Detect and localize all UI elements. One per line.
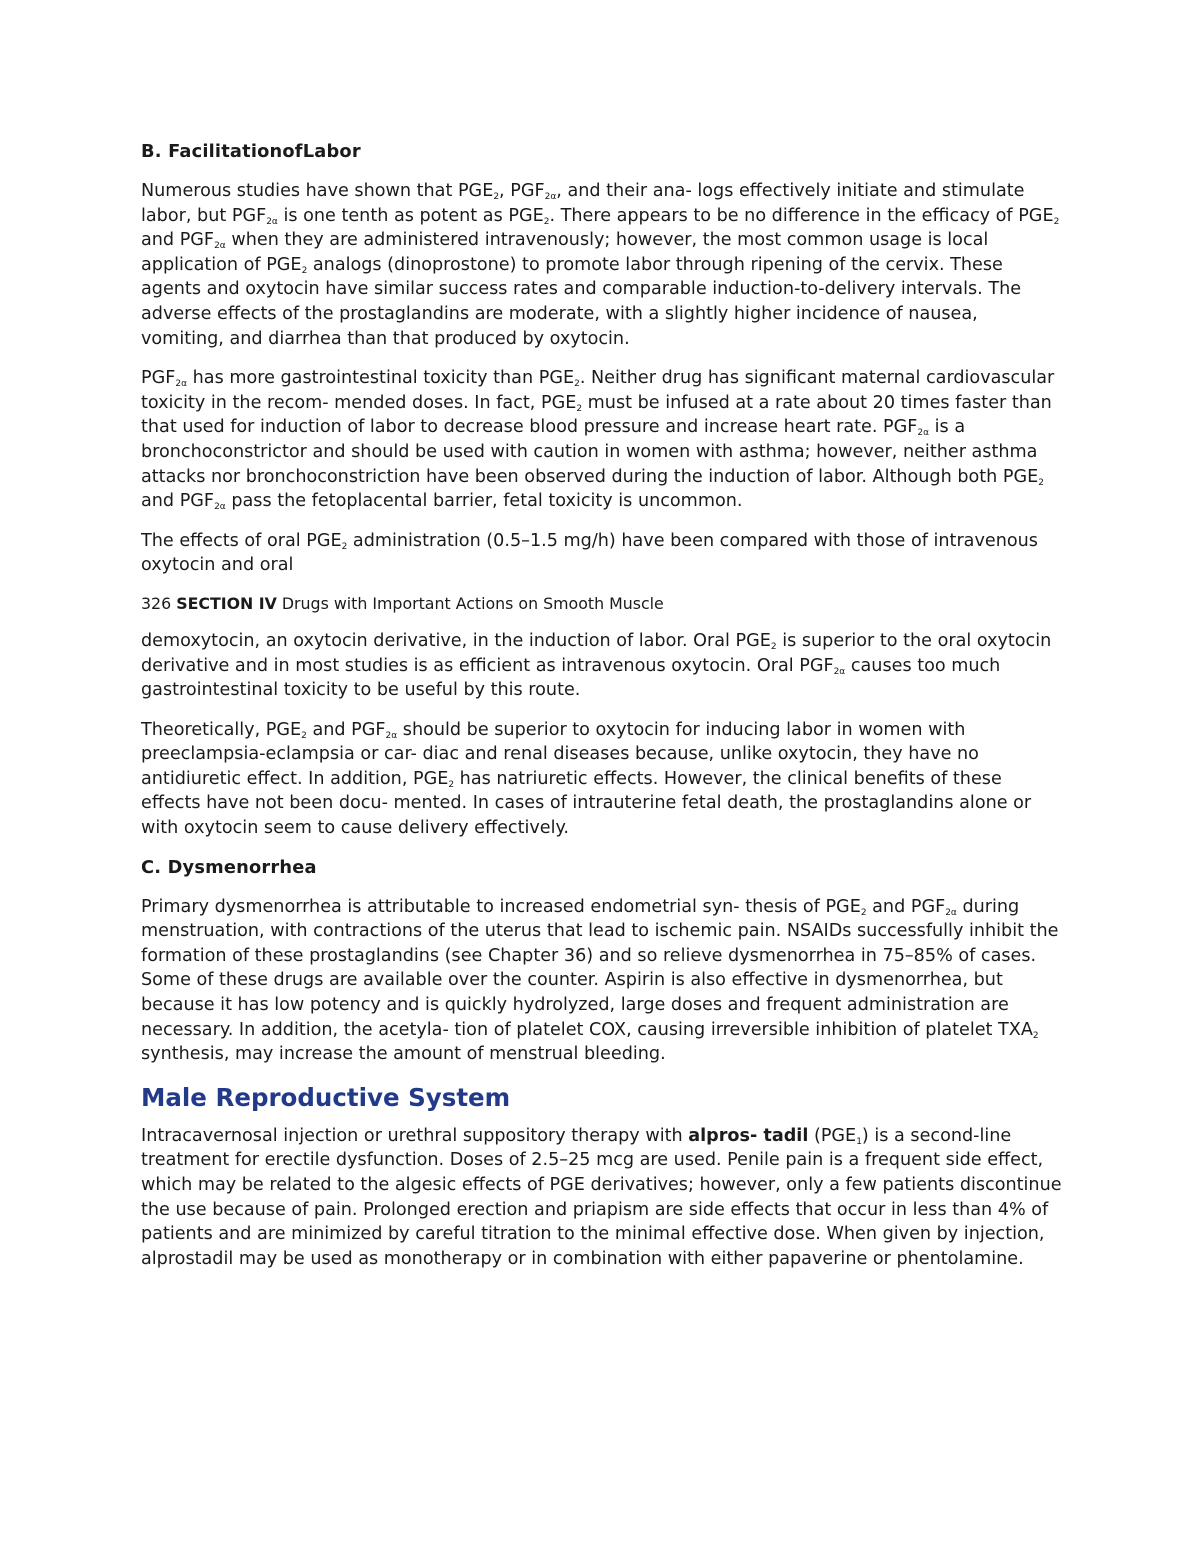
text-run: should be superior to oxytocin for inducing labor in women with preeclampsia-eclampsia or car- diac and renal diseases because, unlike oxytocin, they have no antidiuretic effect. In addition, PGE <box>141 719 979 789</box>
text-run: has more gastrointestinal toxicity than PGE <box>187 368 575 389</box>
text-run: and PGF <box>306 719 386 740</box>
paragraph-male-reproductive <box>141 1124 1066 1272</box>
text-run: is superior to the oral oxytocin derivative and in most studies is as efficient as intravenous oxytocin. Oral PGF <box>141 630 1052 676</box>
text-run: Numerous studies have shown that PGE <box>141 181 494 201</box>
text-run: is one tenth as potent as PGE <box>277 205 544 226</box>
subscript: 2 <box>1038 477 1045 488</box>
paragraph-labor-4 <box>141 629 1066 703</box>
text-run: causes too much gastrointestinal toxicity to be useful by this route. <box>141 655 1001 701</box>
text-run: analogs (dinoprostone) to promote labor through ripening of the cervix. These agents and oxytocin have similar success rates and comparable induction-to-delivery intervals. The adverse effects of the prostaglandins are moderate, with a slightly higher incidence of nausea, vomiting, and diarrhea than that produced by oxytocin. <box>141 254 1022 349</box>
text-run: Primary dysmenorrhea is attributable to increased endometrial syn- thesis of PGE <box>141 896 861 917</box>
text-run: during menstruation, with contractions of the uterus that lead to ischemic pain. NSAIDs successfully inhibit the formation of these prostaglandins (see Chapter 36) and so relieve dysmenorrhea in 75–85% of cases. Some of these drugs are available over the counter. Aspirin is also effective in dysmenorrhea, but because it has low potency and is quickly hydrolyzed, large doses and frequent administration are necessary. In addition, the acetyla- tion of platelet COX, causing irreversible inhibition of platelet TXA <box>141 896 1059 1040</box>
subscript: 2 <box>574 379 580 390</box>
heading-dysmenorrhea: C. Dysmenorrhea <box>141 856 317 878</box>
text-run: must be infused at a rate about 20 times faster than that used for induction of labor to decrease blood pressure and increase heart rate. PGF <box>141 392 1052 438</box>
subscript: 2α <box>385 730 398 741</box>
text-run: and PGF <box>141 230 215 251</box>
subscript: 2α <box>833 666 846 677</box>
subscript: 2α <box>214 241 226 252</box>
text-run: when they are administered intravenously; however, the most common usage is local application of PGE <box>141 230 989 275</box>
subscript: 2 <box>341 541 348 552</box>
text-run: pass the fetoplacental barrier, fetal toxicity is uncommon. <box>225 491 743 512</box>
page-number: 326 <box>141 593 172 613</box>
subscript: 2α <box>266 216 278 227</box>
subscript: 1 <box>856 1136 862 1147</box>
section-label: SECTION IV <box>176 593 277 613</box>
text-run: demoxytocin, an oxytocin derivative, in the induction of labor. Oral PGE <box>141 630 771 651</box>
subscript: 2α <box>945 907 957 918</box>
subscript: 2 <box>860 907 867 918</box>
subscript: 2 <box>448 779 455 790</box>
text-run: , and their ana- logs effectively initiate and stimulate labor, but PGF <box>141 181 1025 226</box>
text-run: Theoretically, PGE <box>141 719 302 740</box>
subscript: 2 <box>543 216 550 227</box>
text-run: ) is a second-line treatment for erectile dysfunction. Doses of 2.5–25 mcg are used. Penile pain is a frequent side effect, which may be related to the algesic effects of PGE derivatives; however, only a few patients discontinue the use because of pain. Prolonged erection and priapism are side effects that occur in less than 4% of patients and are minimized by careful titration to the minimal effective dose. When given by injection, alprostadil may be used as monotherapy or in combination with either papaverine or phentolamine. <box>141 1125 1062 1269</box>
paragraph-labor-1 <box>141 179 1066 351</box>
subscript: 2 <box>576 403 583 414</box>
subscript: 2α <box>544 192 557 202</box>
subscript: 2α <box>214 502 226 513</box>
text-run: The effects of oral PGE <box>141 530 342 551</box>
subscript: 2 <box>301 730 307 741</box>
subscript: 2 <box>1032 1030 1039 1041</box>
text-run: PGF <box>141 368 176 389</box>
subscript: 2 <box>1053 216 1060 227</box>
running-header <box>141 593 1066 615</box>
subscript: 2α <box>175 379 188 390</box>
document-content <box>141 140 1066 1286</box>
paragraph-labor-5 <box>141 718 1066 841</box>
heading-male-reproductive-system: Male Reproductive System <box>141 1082 511 1112</box>
text-run: Intracavernosal injection or urethral suppository therapy with <box>141 1125 689 1146</box>
bold-term: alpros- tadil <box>688 1125 809 1146</box>
text-run: has natriuretic effects. However, the clinical benefits of these effects have not been docu- mented. In cases of intrauterine fetal death, the prostaglandins alone or with oxytocin seem to cause delivery effectively. <box>141 768 1032 839</box>
text-run: and PGF <box>866 896 946 917</box>
text-run: and PGF <box>141 491 215 512</box>
text-run: , PGF <box>499 181 545 201</box>
text-run: . There appears to be no difference in the efficacy of PGE <box>549 205 1054 226</box>
text-run: synthesis, may increase the amount of menstrual bleeding. <box>141 1044 666 1065</box>
text-run: . Neither drug has significant maternal cardiovascular toxicity in the recom- mended doses. In fact, PGE <box>141 368 1055 413</box>
subscript: 2 <box>493 192 500 202</box>
heading-facilitation-of-labor: B. FacilitationofLabor <box>141 141 361 162</box>
text-run: is a bronchoconstrictor and should be used with caution in women with asthma; however, neither asthma attacks nor bronchoconstriction have been observed during the induction of labor. Although both PGE <box>141 417 1039 487</box>
subscript: 2 <box>301 265 308 276</box>
paragraph-labor-2 <box>141 366 1066 514</box>
section-title: Drugs with Important Actions on Smooth Muscle <box>281 593 664 613</box>
text-run: administration (0.5–1.5 mg/h) have been compared with those of intravenous oxytocin and oral <box>141 530 1038 576</box>
subscript: 2α <box>917 428 930 439</box>
paragraph-dysmenorrhea <box>141 895 1066 1067</box>
subscript: 2 <box>770 641 777 652</box>
text-run: (PGE <box>808 1125 857 1146</box>
paragraph-labor-3 <box>141 529 1066 578</box>
